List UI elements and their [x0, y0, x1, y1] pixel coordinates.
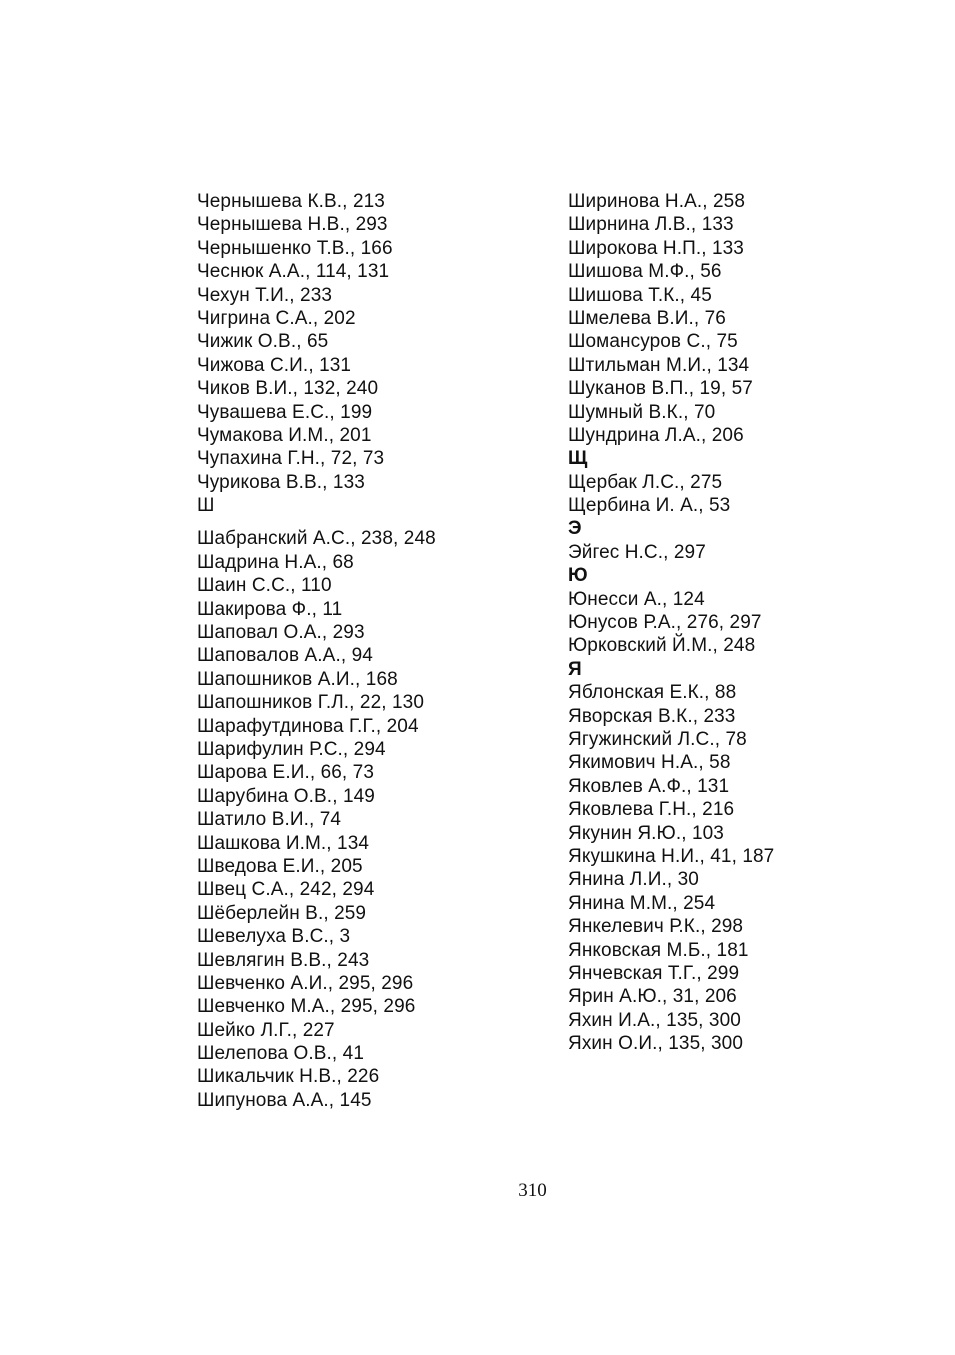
index-entry: Щербина И. А., 53	[568, 495, 731, 517]
index-letter-heading: Я	[568, 658, 582, 680]
index-entry: Шуканов В.П., 19, 57	[568, 378, 753, 400]
index-entry: Якимович Н.А., 58	[568, 752, 731, 774]
index-letter-heading: Э	[568, 518, 582, 540]
index-entry: Чернышева Н.В., 293	[197, 214, 388, 236]
index-entry: Шарова Е.И., 66, 73	[197, 762, 375, 784]
index-entry: Чижова С.И., 131	[197, 354, 352, 376]
index-entry: Яковлева Г.Н., 216	[568, 799, 735, 821]
index-entry: Шикальчик Н.В., 226	[197, 1066, 380, 1088]
index-entry: Янина М.М., 254	[568, 892, 716, 914]
index-entry: Щербак Л.С., 275	[568, 471, 723, 493]
index-entry: Шевченко А.И., 295, 296	[197, 972, 414, 994]
index-entry: Шейко Л.Г., 227	[197, 1019, 335, 1041]
index-entry: Янковская М.Б., 181	[568, 939, 749, 961]
index-entry: Шевченко М.А., 295, 296	[197, 996, 416, 1018]
index-entry: Широкова Н.П., 133	[568, 237, 744, 259]
index-entry: Шмелева В.И., 76	[568, 307, 726, 329]
index-entry: Шаповалов А.А., 94	[197, 645, 373, 667]
index-entry: Шаповал О.А., 293	[197, 622, 365, 644]
index-entry: Шаин С.С., 110	[197, 575, 332, 597]
index-entry: Шарубина О.В., 149	[197, 785, 375, 807]
index-entry: Янина Л.И., 30	[568, 869, 699, 891]
index-entry: Янкелевич Р.К., 298	[568, 916, 744, 938]
index-entry: Юнесси А., 124	[568, 588, 705, 610]
index-entry: Чижик О.В., 65	[197, 331, 329, 353]
index-entry: Шелепова О.В., 41	[197, 1043, 364, 1065]
index-entry: Шапошников Г.Л., 22, 130	[197, 692, 424, 714]
index-entry: Шатило В.И., 74	[197, 809, 342, 831]
index-entry: Шведова Е.И., 205	[197, 855, 363, 877]
index-entry: Шишова М.Ф., 56	[568, 261, 722, 283]
index-entry: Шомансуров С., 75	[568, 331, 738, 353]
index-entry: Шипунова А.А., 145	[197, 1089, 372, 1111]
index-entry: Ягужинский Л.С., 78	[568, 728, 747, 750]
index-entry: Чернышева К.В., 213	[197, 191, 385, 212]
index-entry: Чувашева Е.С., 199	[197, 401, 373, 423]
index-entry: Шакирова Ф., 11	[197, 598, 343, 620]
index-entry: Шевлягин В.В., 243	[197, 949, 370, 971]
index-entry: Яхин И.А., 135, 300	[568, 1009, 741, 1031]
index-entry: Шарифулин Р.С., 294	[197, 738, 386, 760]
index-entry: Шумный В.К., 70	[568, 401, 716, 423]
index-column-right	[568, 190, 898, 1055]
index-entry: Ярин А.Ю., 31, 206	[568, 986, 737, 1008]
index-entry: Шундрина Л.А., 206	[568, 424, 744, 446]
index-entry: Шишова Т.К., 45	[568, 284, 712, 306]
index-entry: Штильман М.И., 134	[568, 354, 750, 376]
index-entry: Эйгес Н.С., 297	[568, 541, 706, 563]
index-entry: Шашкова И.М., 134	[197, 832, 370, 854]
index-entry: Юрковский Й.М., 248	[568, 635, 756, 657]
index-letter-heading: Ю	[568, 565, 588, 587]
index-column-left	[197, 190, 527, 1112]
index-entry: Яблонская Е.К., 88	[568, 682, 737, 704]
index-entry: Якунин Я.Ю., 103	[568, 822, 724, 844]
index-entry: Ширинова Н.А., 258	[568, 191, 746, 212]
index-entry: Шадрина Н.А., 68	[197, 551, 354, 573]
index-entry: Чигрина С.А., 202	[197, 307, 356, 329]
index-entry: Чехун Т.И., 233	[197, 284, 333, 306]
index-entry: Шёберлейн В., 259	[197, 902, 367, 924]
index-entry: Чумакова И.М., 201	[197, 424, 372, 446]
index-entry: Янчевская Т.Г., 299	[568, 962, 740, 984]
index-entry: Чурикова В.В., 133	[197, 471, 365, 493]
index-entry: Шабранский А.С., 238, 248	[197, 528, 436, 550]
index-entry: Яворская В.К., 233	[568, 705, 736, 727]
index-entry: Швец С.А., 242, 294	[197, 879, 375, 901]
index-entry: Юнусов Р.А., 276, 297	[568, 612, 762, 634]
index-entry: Шевелуха В.С., 3	[197, 926, 351, 948]
index-entry: Чеснюк А.А., 114, 131	[197, 261, 390, 283]
index-entry: Ширнина Л.В., 133	[568, 214, 734, 236]
page-number: 310	[518, 1180, 547, 1201]
index-entry: Чиков В.И., 132, 240	[197, 378, 379, 400]
index-entry: Яхин О.И., 135, 300	[568, 1033, 744, 1055]
index-letter-heading: Щ	[568, 448, 588, 470]
index-entry: Яковлев А.Ф., 131	[568, 775, 730, 797]
index-entry: Чупахина Г.Н., 72, 73	[197, 448, 385, 470]
index-entry: Шапошников А.И., 168	[197, 668, 398, 690]
index-entry: Шарафутдинова Г.Г., 204	[197, 715, 419, 737]
index-letter-heading: Ш	[197, 495, 215, 517]
index-entry: Якушкина Н.И., 41, 187	[568, 845, 775, 867]
index-entry: Чернышенко Т.В., 166	[197, 237, 393, 259]
